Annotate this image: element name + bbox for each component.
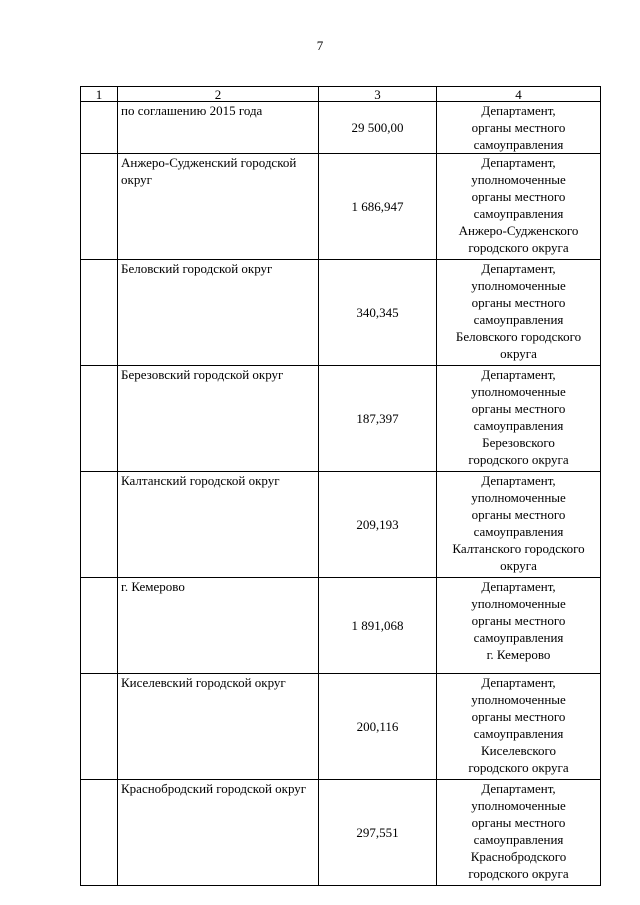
- executor-line: органы местного: [471, 401, 566, 416]
- municipality-name-cell: по соглашению 2015 года: [118, 102, 319, 154]
- amount-cell: 200,116: [319, 674, 437, 780]
- executor-line: городского округа: [468, 452, 569, 467]
- executor-line: самоуправления: [473, 137, 564, 152]
- executor-line: органы местного: [471, 709, 566, 724]
- executor-line: органы местного: [471, 120, 566, 135]
- executor-line: Беловского городского: [455, 329, 582, 344]
- executor-cell: [437, 780, 601, 886]
- column-number-4: 4: [437, 87, 601, 102]
- municipality-name-cell: Березовский городской округ: [118, 366, 319, 472]
- executor-line: уполномоченные: [471, 798, 566, 813]
- executor-line: органы местного: [471, 815, 566, 830]
- table-body: [81, 102, 601, 886]
- row-number-cell: [81, 366, 118, 472]
- executor-line: самоуправления: [473, 206, 564, 221]
- row-number-cell: [81, 578, 118, 674]
- row-number-cell: [81, 154, 118, 260]
- table-row: [81, 472, 601, 578]
- executor-line: городского округа: [468, 240, 569, 255]
- executor-line: Департамент,: [481, 675, 556, 690]
- table-row: [81, 578, 601, 674]
- amount-cell: 209,193: [319, 472, 437, 578]
- municipality-name-cell: г. Кемерово: [118, 578, 319, 674]
- budget-allocation-table: [80, 86, 601, 886]
- amount-cell: 1 686,947: [319, 154, 437, 260]
- executor-line: самоуправления: [473, 832, 564, 847]
- executor-line: уполномоченные: [471, 172, 566, 187]
- executor-line: Департамент,: [481, 367, 556, 382]
- amount-cell: 1 891,068: [319, 578, 437, 674]
- executor-line: Департамент,: [481, 155, 556, 170]
- municipality-name-cell: Киселевский городской округ: [118, 674, 319, 780]
- executor-line: Департамент,: [481, 781, 556, 796]
- executor-line: Департамент,: [481, 579, 556, 594]
- table-row: [81, 102, 601, 154]
- executor-cell: [437, 578, 601, 674]
- page-number: 7: [316, 38, 324, 53]
- executor-line: уполномоченные: [471, 692, 566, 707]
- executor-line: органы местного: [471, 507, 566, 522]
- executor-line: органы местного: [471, 189, 566, 204]
- row-number-cell: [81, 260, 118, 366]
- amount-cell: 29 500,00: [319, 102, 437, 154]
- executor-line: уполномоченные: [471, 596, 566, 611]
- executor-line: органы местного: [471, 295, 566, 310]
- table-header-row: [81, 87, 601, 102]
- executor-line: городского округа: [468, 760, 569, 775]
- executor-line: самоуправления: [473, 418, 564, 433]
- executor-line: Калтанского городского: [452, 541, 585, 556]
- executor-line: Департамент,: [481, 261, 556, 276]
- executor-line: самоуправления: [473, 630, 564, 645]
- municipality-name-cell: Краснобродский городской округ: [118, 780, 319, 886]
- executor-line: самоуправления: [473, 312, 564, 327]
- executor-line: округа: [500, 558, 537, 573]
- row-number-cell: [81, 780, 118, 886]
- executor-cell: [437, 674, 601, 780]
- executor-line: округа: [500, 346, 537, 361]
- executor-cell: [437, 472, 601, 578]
- executor-cell: [437, 260, 601, 366]
- executor-line: Киселевского: [480, 743, 557, 758]
- executor-line: самоуправления: [473, 726, 564, 741]
- executor-cell: [437, 154, 601, 260]
- row-number-cell: [81, 102, 118, 154]
- amount-cell: 297,551: [319, 780, 437, 886]
- column-number-1: 1: [81, 87, 118, 102]
- executor-cell: [437, 102, 601, 154]
- municipality-name-cell: Анжеро-Судженский городской округ: [118, 154, 319, 260]
- executor-line: Департамент,: [481, 103, 556, 118]
- executor-line: уполномоченные: [471, 490, 566, 505]
- column-number-3: 3: [319, 87, 437, 102]
- executor-cell: [437, 366, 601, 472]
- amount-cell: 187,397: [319, 366, 437, 472]
- executor-line: уполномоченные: [471, 384, 566, 399]
- column-number-2: 2: [118, 87, 319, 102]
- table-row: [81, 154, 601, 260]
- table-row: [81, 674, 601, 780]
- executor-line: органы местного: [471, 613, 566, 628]
- executor-line: городского округа: [468, 866, 569, 881]
- municipality-name-cell: Калтанский городской округ: [118, 472, 319, 578]
- executor-line: самоуправления: [473, 524, 564, 539]
- table-row: [81, 260, 601, 366]
- row-number-cell: [81, 472, 118, 578]
- executor-line: Краснобродского: [470, 849, 567, 864]
- amount-cell: 340,345: [319, 260, 437, 366]
- executor-line: уполномоченные: [471, 278, 566, 293]
- executor-line: Анжеро-Судженского: [458, 223, 579, 238]
- row-number-cell: [81, 674, 118, 780]
- executor-line: Березовского: [482, 435, 555, 450]
- table-row: [81, 780, 601, 886]
- municipality-name-cell: Беловский городской округ: [118, 260, 319, 366]
- executor-line: Департамент,: [481, 473, 556, 488]
- table-row: [81, 366, 601, 472]
- executor-line: г. Кемерово: [486, 647, 551, 662]
